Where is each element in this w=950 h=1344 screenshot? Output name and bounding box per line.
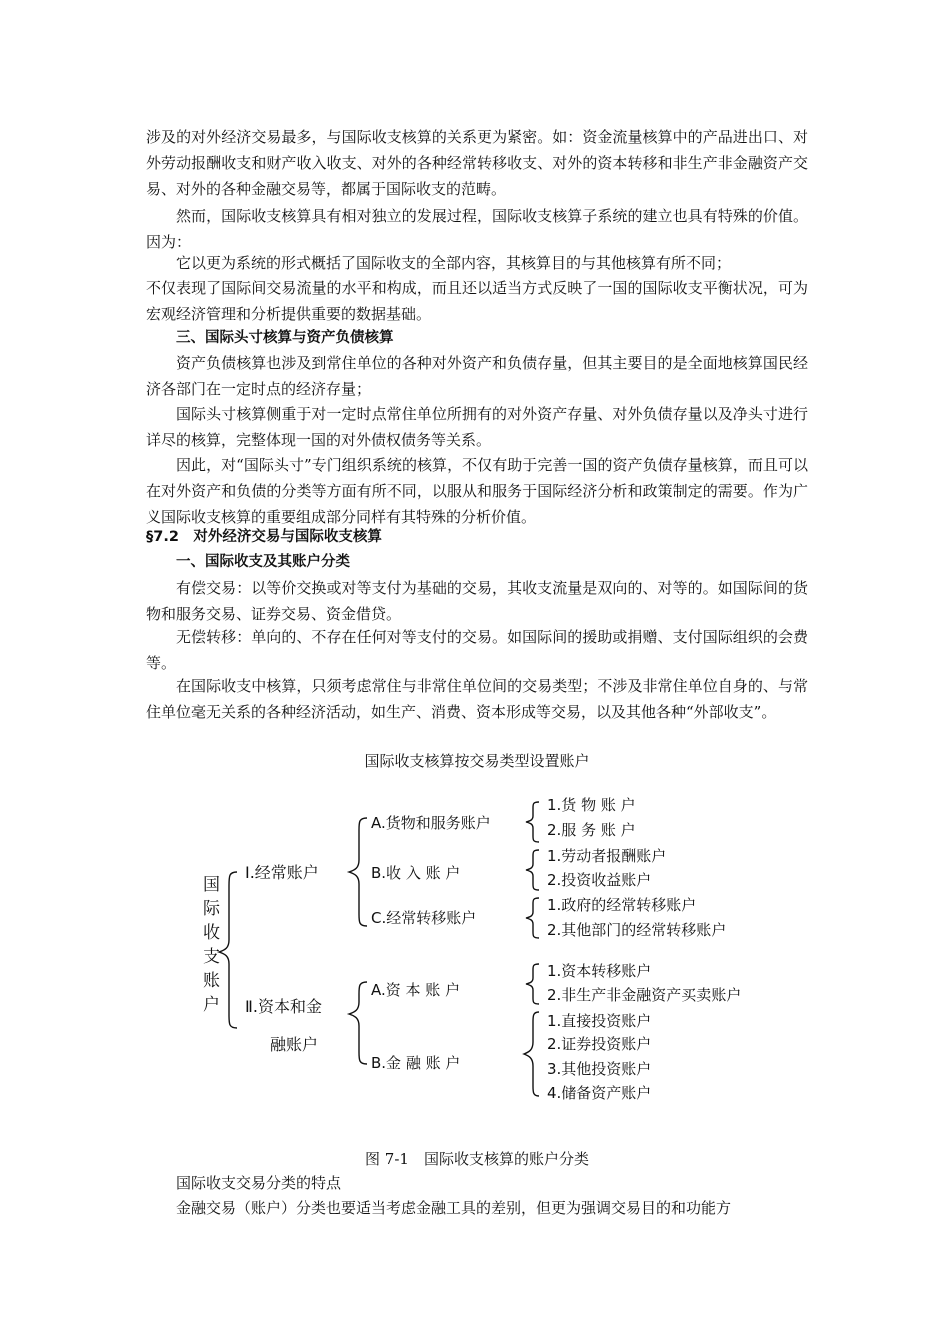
heading-account-classification: 一、国际收支及其账户分类 [176, 554, 350, 570]
government-transfer-account: 1.政府的经常转移账户 [547, 896, 697, 914]
other-sector-transfer-account: 2.其他部门的经常转移账户 [547, 921, 727, 939]
current-brace [349, 818, 367, 926]
financial-account-brace [524, 1012, 539, 1096]
account-classification-diagram [195, 790, 815, 1120]
capital-account: A.资 本 账 户 [371, 981, 461, 999]
capital-financial-label-line2: 融账户 [270, 1035, 319, 1054]
paragraph-12: 金融交易（账户）分类也要适当考虑金融工具的差别，但更为强调交易目的和功能方 [176, 1199, 732, 1217]
paragraph-6: 国际头寸核算侧重于对一定时点常住单位所拥有的对外资产存量、对外负债存量以及净头寸进行详尽的核算，完整体现一国的对外债权债务等关系。 [146, 405, 808, 449]
income-account: B.收 入 账 户 [371, 864, 461, 882]
root-char-1: 国 [203, 875, 220, 895]
paragraph-5: 资产负债核算也涉及到常住单位的各种对外资产和负债存量，但其主要目的是全面地核算国民经济各部门在一定时点的经济存量； [146, 354, 808, 398]
direct-investment-account: 1.直接投资账户 [547, 1012, 652, 1030]
nonproduced-assets-account: 2.非生产非金融资产买卖账户 [547, 986, 742, 1004]
reserve-assets-account: 4.储备资产账户 [547, 1084, 652, 1102]
section-heading-7-2: §7.2 对外经济交易与国际收支核算 [146, 529, 382, 545]
labor-compensation-account: 1.劳动者报酬账户 [547, 847, 667, 865]
root-char-4: 支 [203, 947, 220, 967]
other-investment-account: 3.其他投资账户 [547, 1060, 652, 1078]
portfolio-investment-account: 2.证券投资账户 [547, 1035, 652, 1053]
paragraph-1: 涉及的对外经济交易最多，与国际收支核算的关系更为紧密。如：资金流量核算中的产品进出口、对外劳动报酬收支和财产收入收支、对外的各种经常转移收支、对外的资本转移和非生产非金融资产交易、对外的各种金融交易等，都属于国际收支的范畴。 [146, 128, 808, 198]
income-brace [526, 850, 539, 890]
root-char-3: 收 [203, 923, 220, 943]
transfer-brace [526, 898, 539, 938]
goods-services-brace [526, 802, 539, 842]
root-char-5: 账 [203, 971, 220, 991]
current-transfer-account: C.经常转移账户 [371, 909, 477, 927]
root-brace [219, 872, 237, 1028]
root-char-2: 际 [203, 899, 220, 919]
capital-transfer-account: 1.资本转移账户 [547, 962, 652, 980]
paragraph-4: 不仅表现了国际间交易流量的水平和构成，而且还以适当方式反映了一国的国际收支平衡状况，可为宏观经济管理和分析提供重要的数据基础。 [146, 279, 808, 323]
services-account: 2.服 务 账 户 [547, 821, 636, 839]
paragraph-9: 无偿转移：单向的、不存在任何对等支付的交易。如国际间的援助或捐赠、支付国际组织的会费等。 [146, 628, 808, 672]
figure-caption: 图 7-1 国际收支核算的账户分类 [365, 1150, 589, 1168]
paragraph-11: 国际收支交易分类的特点 [176, 1174, 342, 1192]
paragraph-8: 有偿交易：以等价交换或对等支付为基础的交易，其收支流量是双向的、对等的。如国际间的货物和服务交易、证券交易、资金借贷。 [146, 579, 808, 623]
figure-title: 国际收支核算按交易类型设置账户 [364, 752, 590, 770]
paragraph-3: 它以更为系统的形式概括了国际收支的全部内容，其核算目的与其他核算有所不同； [176, 254, 732, 272]
capital-account-brace [526, 964, 539, 1004]
current-account-label: Ⅰ.经常账户 [245, 863, 319, 882]
paragraph-10: 在国际收支中核算，只须考虑常住与非常住单位间的交易类型；不涉及非常住单位自身的、与常住单位毫无关系的各种经济活动，如生产、消费、资本形成等交易，以及其他各种“外部收支”。 [146, 677, 808, 721]
paragraph-2: 然而，国际收支核算具有相对独立的发展过程，国际收支核算子系统的建立也具有特殊的价值。因为： [146, 207, 808, 251]
investment-income-account: 2.投资收益账户 [547, 871, 652, 889]
root-char-6: 户 [203, 995, 220, 1015]
capital-brace [349, 982, 367, 1064]
heading-section-3: 三、国际头寸核算与资产负债核算 [176, 330, 394, 346]
goods-services-account: A.货物和服务账户 [371, 814, 491, 832]
financial-account: B.金 融 账 户 [371, 1054, 461, 1072]
capital-financial-label-line1: Ⅱ.资本和金 [245, 997, 322, 1016]
goods-account: 1.货 物 账 户 [547, 796, 636, 814]
paragraph-7: 因此，对“国际头寸”专门组织系统的核算，不仅有助于完善一国的资产负债存量核算，而且可以在对外资产和负债的分类等方面有所不同，以服从和服务于国际经济分析和政策制定的需要。作为广义国际收支核算的重要组成部分同样有其特殊的分析价值。 [146, 456, 808, 526]
